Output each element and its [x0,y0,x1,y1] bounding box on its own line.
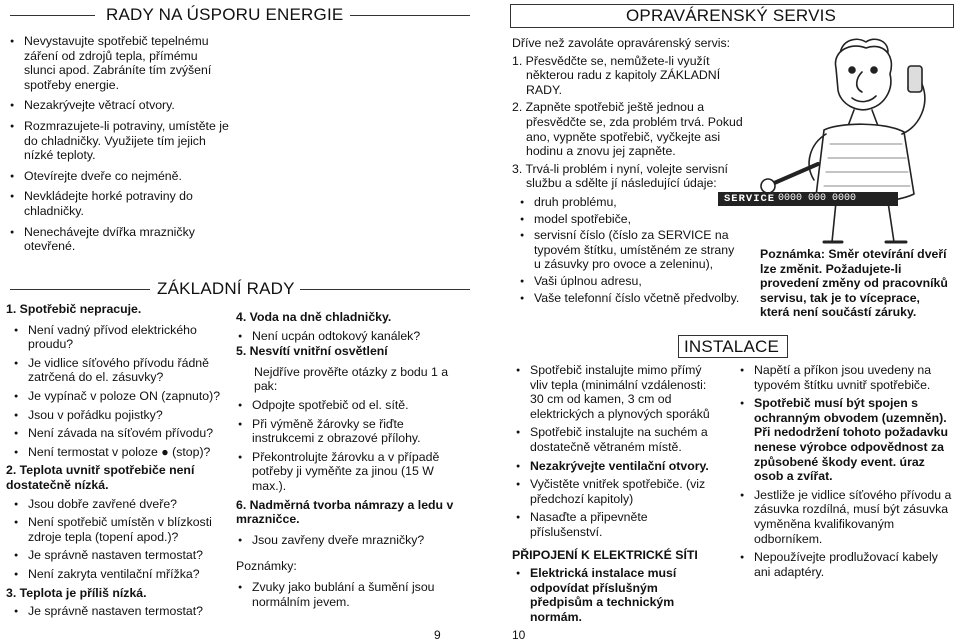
list-item: ● Vyčistěte vnitřek spotřebiče. (viz předchozí kapitoly) [516,477,722,506]
list-item: ● Otevírejte dveře co nejméně. [10,169,232,184]
service-intro: Dříve než zavoláte opravárenský servis: [512,36,731,50]
title-rule-left-b [350,15,470,16]
list-item: ● Je správně nastaven termostat? [14,548,228,563]
install-list [516,363,722,540]
service-plate-label: SERVICE [718,192,846,206]
question-list [14,497,228,582]
service-technician-illustration [744,34,954,246]
service-step: 2. Zapněte spotřebič ještě jednou a přesvědčte se, zda problém trvá. Pokud ano, vypněte spotřebič, vyčkejte asi hodinu a znovu jej zapněte. [512,100,743,159]
energy-tips-list [10,34,232,260]
list-item: ● Je vidlice síťového přívodu řádně zatrčená do el. zásuvky? [14,356,228,385]
list-item: ● Jestliže je vidlice síťového přívodu a zásuvka rozdílná, musí být zásuvka vyměněna kvalifikovaným odborníkem. [740,488,952,546]
service-plate-number: 0000 000 0000 [778,192,898,206]
list-item: ● druh problému, [520,195,744,210]
direction-change-note: Poznámka: Směr otevírání dveří lze změnit. Požadujete-li provedení změny od pracovníků servisu, tak je to víceprace, která není součástí záruky. [760,247,948,320]
page-number: 9 [434,628,441,642]
list-item: ● Při výměně žárovky se řiďte instrukcemi z obrazové přílohy. [238,417,456,446]
list-item: ● Spotřebič musí být spojen s ochranným obvodem (uzemněn). Při nedodržení tohoto požadavku nenese výrobce odpovědnost za způsobené škody event. úraz osob a zvířat. [740,396,952,484]
list-item: ● Spotřebič instalujte mimo přímý vliv tepla (minimální vzdálenosti: 30 cm od kamen, 3 cm od elektrických a plynových sporáků [516,363,722,421]
electric-list [516,566,722,624]
list-item: ● Jsou dobře zavřené dveře? [14,497,228,512]
title-rule-basic-a [10,289,150,290]
title-rule-basic-b [300,289,470,290]
install-title: INSTALACE [684,337,780,356]
list-item: ● Není termostat v poloze ● (stop)? [14,445,228,460]
list-item: ● Nezakrývejte větrací otvory. [10,98,232,113]
service-details-list [520,195,744,305]
question-title: 2. Teplota uvnitř spotřebiče není dostatečně nízká. [6,463,195,492]
question-title: 3. Teplota je příliš nízká. [6,585,147,600]
list-item: ● Není závada na síťovém přívodu? [14,426,228,441]
list-item: ● Není vadný přívod elektrického proudu? [14,323,228,352]
list-item: ● Není zakryta ventilační mřížka? [14,567,228,582]
list-item: ● Není ucpán odtokový kanálek? [238,329,456,344]
title-rule-left-a [10,15,95,16]
install-section-right [740,363,952,583]
question-list [238,329,456,344]
list-item: ● Spotřebič instalujte na suchém a dostatečně větraném místě. [516,425,722,454]
list-item: ● Zvuky jako bublání a šumění jsou normálním jevem. [238,580,456,609]
question-title: 5. Nesvítí vnitřní osvětlení [236,344,388,359]
question-list [14,604,228,619]
list-item: ● servisní číslo (číslo za SERVICE na typovém štítku, umístěném ze strany u zásuvky pro ovoce a zeleninu), [520,228,744,272]
install-section [512,363,722,625]
list-item: ● Není spotřebič umístěn v blízkosti zdroje tepla (topení apod.)? [14,515,228,544]
question-title: 1. Spotřebič nepracuje. [6,302,142,316]
list-item: ● model spotřebiče, [520,212,744,227]
basic-tips-column-right [236,310,456,609]
list-item: ● Odpojte spotřebič od el. sítě. [238,398,456,413]
list-item: ● Rozmrazujete-li potraviny, umístěte je do chladničky. Využijete tím jejich nízké teploty. [10,119,232,163]
electric-title: PŘIPOJENÍ K ELEKTRICKÉ SÍTI [512,547,698,562]
list-item: ● Je správně nastaven termostat? [14,604,228,619]
question-title: 6. Nadměrná tvorba námrazy a ledu v mrazničce. [236,497,454,527]
list-item: ● Elektrická instalace musí odpovídat příslušným předpisům a technickým normám. [516,566,722,624]
install-list-right [740,363,952,579]
service-title: OPRAVÁRENSKÝ SERVIS [626,6,837,25]
list-item: ● Je vypínač v poloze ON (zapnuto)? [14,389,228,404]
list-item: ● Nasaďte a připevněte příslušenství. [516,510,722,539]
list-item: ● Vaše telefonní číslo včetně předvolby. [520,291,744,306]
question-list [238,398,456,494]
question-intro: Nejdříve prověřte otázky z bodu 1 a pak: [254,364,449,394]
service-step: 3. Trvá-li problém i nyní, volejte servisní službu a sdělte jí následující údaje: [512,161,728,191]
service-step: 1. Přesvědčte se, nemůžete-li využít některou radu z kapitoly ZÁKLADNÍ RADY. [512,53,721,97]
question-title: 4. Voda na dně chladničky. [236,310,392,324]
question-list [14,323,228,460]
energy-tips-title: RADY NA ÚSPORU ENERGIE [106,5,344,24]
list-item: ● Nevkládejte horké potraviny do chladničky. [10,189,232,218]
list-item: ● Nevystavujte spotřebič tepelnému záření od zdrojů tepla, přímému slunci apod. Zabráníte tím zvýšení spotřeby energie. [10,34,232,92]
list-item: ● Nepoužívejte prodlužovací kabely ani adaptéry. [740,550,952,579]
page-number: 10 [512,628,526,642]
service-section [512,36,744,305]
question-list [238,533,456,548]
notes-list [238,580,456,609]
list-item: ● Nenechávejte dvířka mrazničky otevřené. [10,225,232,254]
basic-tips-column-left [6,302,228,619]
list-item: ● Nezakrývejte ventilační otvory. [516,459,722,474]
list-item: ● Jsou zavřeny dveře mrazničky? [238,533,456,548]
basic-tips-title: ZÁKLADNÍ RADY [157,279,295,298]
notes-label: Poznámky: [236,559,297,574]
list-item: ● Překontrolujte žárovku a v případě potřeby ji vyměňte za jinou (15 W max.). [238,450,456,494]
list-item: ● Jsou v pořádku pojistky? [14,408,228,423]
list-item: ● Vaši úplnou adresu, [520,274,744,289]
list-item: ● Napětí a příkon jsou uvedeny na typovém štítku uvnitř spotřebiče. [740,363,952,392]
